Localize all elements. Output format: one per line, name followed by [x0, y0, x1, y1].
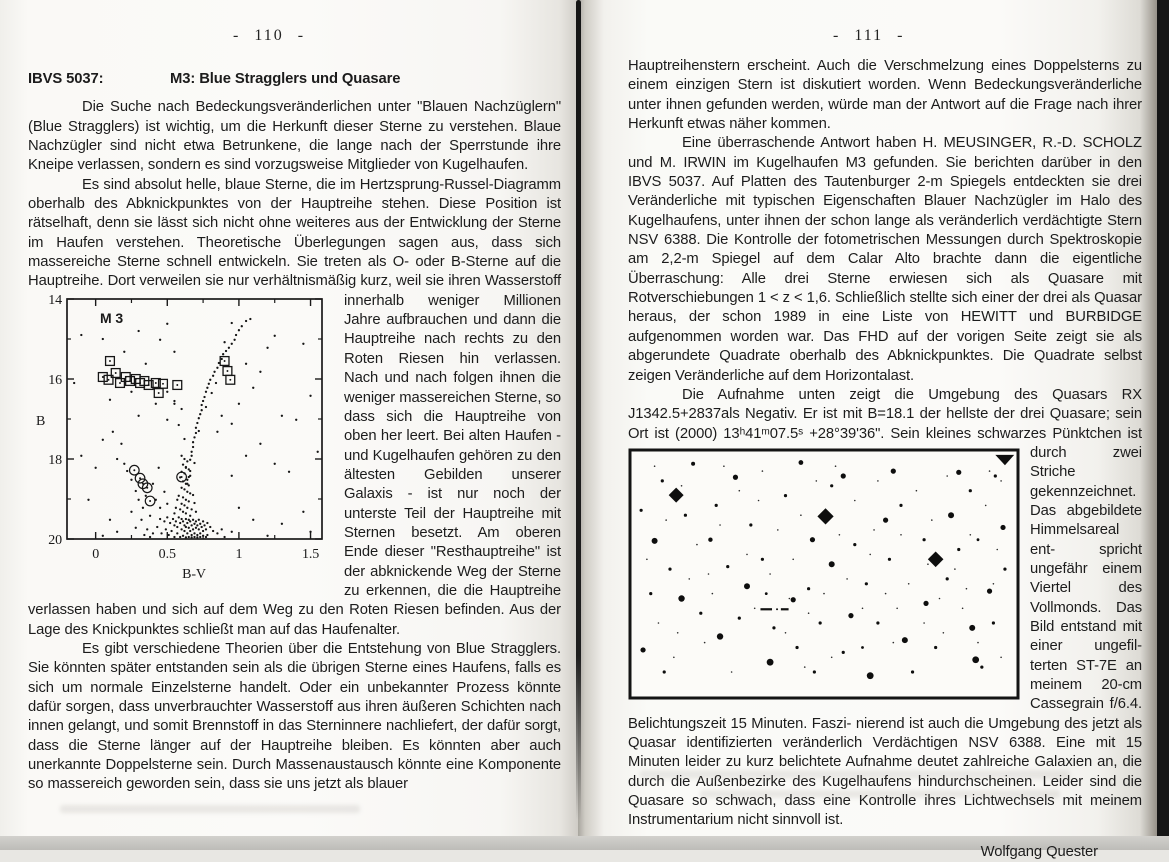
- svg-text:B: B: [36, 413, 46, 429]
- paragraph-text: Es sind absolut helle, blaue Sterne, die im Hertzsprung-Russel-Diagramm oberhalb des Abknickpunktes von der Hauptreihe stehen. Diese Position ist rätselhaft, denn sie lässt sich nicht ohne weiteres aus der Entwicklung der Sterne im Haufen verstehen. Theoretische Überlegungen sagen aus, dass sich massereiche Sterne schnell entwickeln. Sie treten als O- oder B-Sterne auf die Hauptreihe. Dort verweilen sie nur verhältnismäßig kurz, weil sie: [28, 176, 561, 290]
- article-id: IBVS 5037:: [28, 71, 104, 87]
- paragraph: Es gibt verschiedene Theorien über die Entstehung von Blue Stragglers. Sie könnten später entstanden sein als die übrigen Sterne eines Haufens, falls es sich um normale Einzelsterne handelt. Oder ein unbekannter Prozess könnte dafür sorgen, dass unverbrauchter Wasserstoff aus ihren äußeren Schichten nach innen gelangt, und somit Brennstoff in das Sterninnere nachliefert, der dafür sorgt, dass die Sterne länger auf der Hauptreihe bleiben. Es könnten aber auch unerkannte Doppelsterne sein. Durch Massenaustausch könnte eine Komponente so massereich geworden sein, dass sie uns jetzt als blauer: [28, 640, 561, 793]
- svg-text:0.5: 0.5: [158, 546, 176, 562]
- figure-starfield-negative: [628, 448, 1020, 700]
- book-seam-shadow: [576, 0, 581, 820]
- starfield-svg: [628, 448, 1020, 700]
- article-heading: [28, 70, 561, 89]
- svg-text:16: 16: [48, 372, 62, 388]
- bleed-through-artifact: [640, 770, 1070, 779]
- paragraph: Hauptreihenstern erscheint. Auch die Verschmelzung eines Doppelsterns zu einem einzigen Stern ist diskutiert worden. Wenn Bedeckungsveränderliche unter ihnen gefunden werden, würde man der Antwort auf die Frage nach ihrer Herkunft etwas näher kommen.: [628, 58, 1142, 133]
- page-number-left: - 110 -: [233, 27, 306, 44]
- svg-text:0: 0: [92, 546, 100, 562]
- paragraph-text: ihren Wasserstoff innerhalb weniger Millionen Jahre aufbrauchen und dann die Hauptreihe nach rechts zu den Roten Riesen hin verlassen. Nach und nach folgen ihnen die weniger massereichen Sterne, so dass sich die Hauptreihe von oben her leert. Bei alten Haufen - und Kugelhaufen gehören zu den ältesten Gebilden unserer Galaxis - ist nur noch der unterste Teil der Hauptreihe mit Sternen besetzt. Am oberen Ende dieser "Resthauptreihe" ist der abknickende Weg der Sterne zu erkennen, die die Hauptreihe verlassen haben und sich auf dem Weg zu den Roten Riesen befinden. Aus der Lage des Knickpunktes schließt man auf das Haufenalter.: [28, 273, 562, 638]
- svg-text:1.5: 1.5: [301, 546, 320, 562]
- figure-color-magnitude-diagram: [28, 295, 340, 583]
- svg-text:M 3: M 3: [100, 309, 124, 326]
- paragraph-text: Die Aufnahme unten zeigt die Umgebung des Quasars RX J1342.5+2837als Negativ. Er ist mit B=18.1 der hellste der drei Quasare; sein Ort ist (2000) 13ʰ41ᵐ07.5ˢ +28°39'36". Sein kleines schwarzes Pünktchen ist: [628, 386, 1142, 442]
- svg-text:B-V: B-V: [182, 566, 206, 582]
- bleed-through-artifact: [60, 805, 360, 813]
- svg-text:18: 18: [48, 452, 62, 468]
- scan-edge-right: [1157, 0, 1169, 850]
- cmd-figure-svg: [28, 295, 340, 583]
- svg-text:20: 20: [48, 532, 62, 548]
- paragraph-text: durch zwei Striche gekennzeichnet. Das abgebildete Himmelsareal ent- spricht ungefähr einem Viertel des Vollmonds. Das Bild entstand mit einer ungefil- terten ST-7E an meinem 20-cm Cassegrain f/6.4. Belichtungszeit 15 Minuten. Faszi- nierend ist auch die Umgebung des jetzt als Quasar identifizierten veränderlich Verdächtigen NSV 6388. Eine mit 15 Minuten leider zu kurz belichtete Aufnahme deutet zahlreiche Galaxien an, die durch die Außenbezirke des Kugelhaufens hindurchscheinen. Leider sind die Quasare so schwach, dass eine Kontrolle ihres Lichtwechsels mit meinem Instrumentarium nicht sinnvoll ist.: [628, 444, 1142, 829]
- right-page-text-column: [628, 57, 1142, 862]
- paragraph: [28, 176, 561, 640]
- left-page-text-column: [28, 70, 561, 795]
- page-number-right: - 111 -: [833, 27, 905, 44]
- svg-text:1: 1: [235, 546, 243, 562]
- article-title: M3: Blue Stragglers und Quasare: [170, 71, 401, 87]
- bleed-through-artifact: [700, 790, 1060, 798]
- svg-text:14: 14: [48, 294, 62, 308]
- author-signature: Wolfgang Quester: [980, 843, 1098, 860]
- paragraph: Die Suche nach Bedeckungsveränderlichen unter "Blauen Nachzüglern" (Blue Stragglers) ist wichtig, um die Herkunft dieser Sterne zu verstehen. Blaue Nachzügler sind nicht etwa Betrunkene, die lange nach der Sperrstunde ihre Kneipe verlassen, sondern es sind vorzugsweise Mitglieder von Kugelhaufen.: [28, 99, 561, 174]
- paragraph: [628, 386, 1142, 831]
- paragraph: Eine überraschende Antwort haben H. MEUSINGER, R.-D. SCHOLZ und M. IRWIN im Kugelhaufen M3 gefunden. Sie berichten darüber in den IBVS 5037. Auf Platten des Tautenburger 2-m Spiegels entdeckten sie drei Veränderliche mit typischen Eigenschaften Blauer Nachzügler im Halo des Kugelhaufens, unter ihnen der schon lange als veränderlich verdächtigte Stern NSV 6388. Die Kontrolle der fotometrischen Messungen durch Spektroskopie am 2,2-m Spiegel auf dem Calar Alto brachte dann die eigentliche Überraschung: Alle drei Sterne erwiesen sich als Quasare mit Rotverschiebungen 1 < z < 1,6. Schließlich stellte sich einer der drei als Quasar heraus, der schon 1989 in eine Liste von HEWITT und BURBIDGE aufgenommen worden war. Das FHD auf der vorigen Seite zeigt sie als abgerundete Quadrate oberhalb des Abknickpunktes. Die Quadrate selbst zeigen Veränderliche auf dem Horizontalast.: [628, 135, 1142, 384]
